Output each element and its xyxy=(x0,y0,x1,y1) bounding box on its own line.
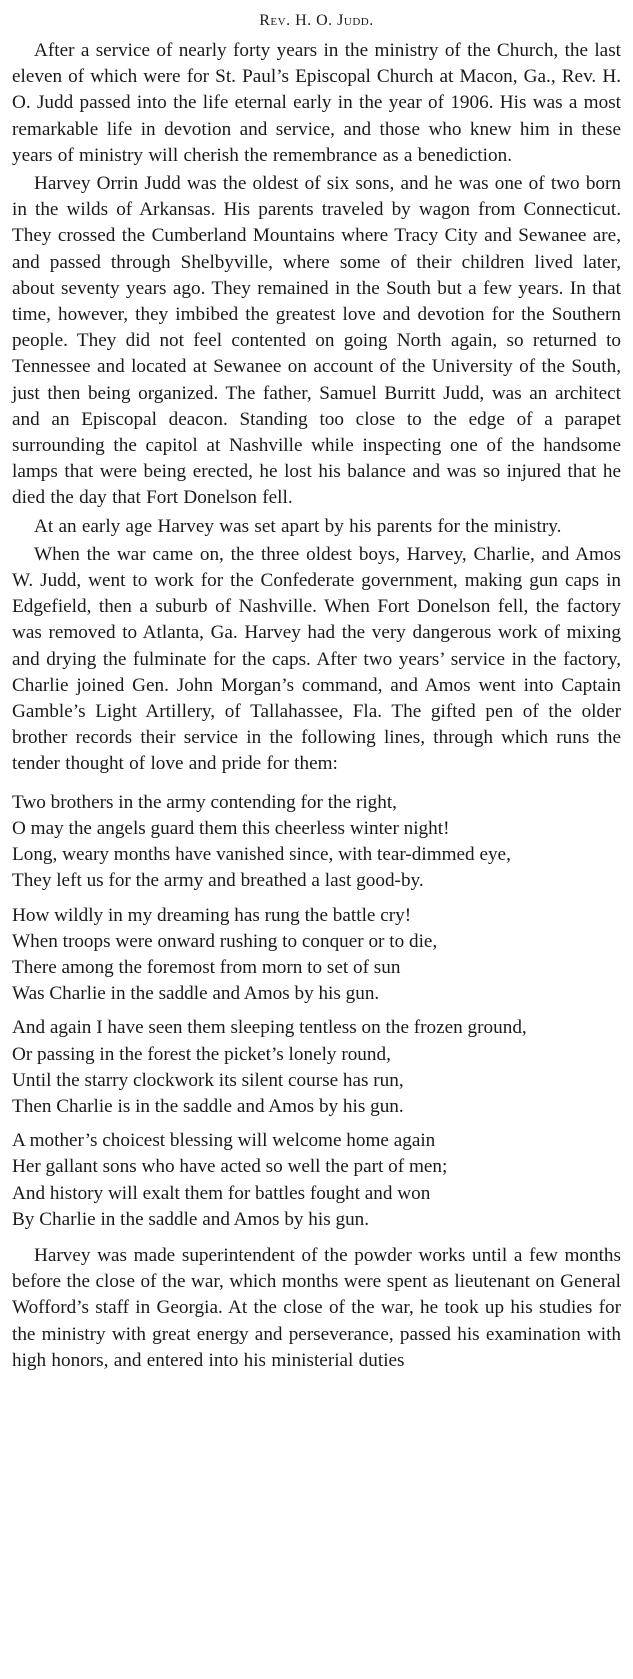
poem-stanza-3 xyxy=(12,1015,621,1120)
paragraph-war: When the war came on, the three oldest boys, Harvey, Charlie, and Amos W. Judd, went to work for the Confederate government, making gun caps in Edgefield, then a suburb of Nashville. When Fort Donelson fell, the factory was removed to Atlanta, Ga. Harvey had the very dangerous work of mixing and drying the fulminate for the caps. After two years’ service in the factory, Charlie joined Gen. John Morgan’s command, and Amos went into Captain Gamble’s Light Artillery, of Tallahassee, Fla. The gifted pen of the older brother records their service in the following lines, through which runs the tender thought of love and pride for them: xyxy=(12,543,621,775)
poem-stanza-2 xyxy=(12,903,621,1008)
document-page xyxy=(12,0,621,1374)
poem-line: Two brothers in the army contending for the right, xyxy=(12,791,397,813)
poem-line: O may the angels guard them this cheerless winter night! xyxy=(12,817,450,839)
poem-line: Long, weary months have vanished since, with tear-dimmed eye, xyxy=(12,844,511,866)
poem-stanza-1 xyxy=(12,790,621,895)
poem-line: Or passing in the forest the picket’s lonely round, xyxy=(12,1043,391,1065)
poem-line: By Charlie in the saddle and Amos by his gun. xyxy=(12,1208,370,1230)
poem-line: They left us for the army and breathed a last good-by. xyxy=(12,870,424,892)
poem-line: And history will exalt them for battles fought and won xyxy=(12,1182,431,1204)
article-title: Rev. H. O. Judd. xyxy=(259,12,374,29)
poem-line: Her gallant sons who have acted so well the part of men; xyxy=(12,1156,448,1178)
poem-stanza-4 xyxy=(12,1128,621,1233)
paragraph-family: Harvey Orrin Judd was the oldest of six sons, and he was one of two born in the wilds of Arkansas. His parents traveled by wagon from Connecticut. They crossed the Cumberland Mountains where Tracy City and Sewanee are, and passed through Shelbyville, where some of their children lived later, about seventy years ago. They remained in the South but a few years. In that time, however, they imbibed the greatest love and devotion for the Southern people. They did not feel contented on going North again, so returned to Tennessee and located at Sewanee on account of the University of the South, just then being organized. The father, Samuel Burritt Judd, was an architect and an Episcopal deacon. Standing too close to the edge of a parapet surrounding the capitol at Nashville while inspecting one of the handsome lamps that were being erected, he lost his balance and was so injured that he died the day that Fort Donelson fell. xyxy=(12,173,621,509)
poem-line: How wildly in my dreaming has rung the battle cry! xyxy=(12,904,412,926)
poem-line: Until the starry clockwork its silent course has run, xyxy=(12,1069,404,1091)
poem-line: And again I have seen them sleeping tentless on the frozen ground, xyxy=(12,1017,527,1039)
paragraph-intro: After a service of nearly forty years in the ministry of the Church, the last eleven of which were for St. Paul’s Episcopal Church at Macon, Ga., Rev. H. O. Judd passed into the life eternal early in the year of 1906. His was a most remarkable life in devotion and service, and those who knew him in these years of ministry will cherish the remembrance as a benediction. xyxy=(12,40,621,166)
paragraph-ministry: At an early age Harvey was set apart by his parents for the ministry. xyxy=(34,515,562,537)
poem xyxy=(12,790,621,1233)
poem-line: When troops were onward rushing to conquer or to die, xyxy=(12,930,438,952)
poem-line: A mother’s choicest blessing will welcome home again xyxy=(12,1130,436,1152)
poem-line: Then Charlie is in the saddle and Amos by his gun. xyxy=(12,1095,404,1117)
poem-line: There among the foremost from morn to set of sun xyxy=(12,956,401,978)
poem-line: Was Charlie in the saddle and Amos by his gun. xyxy=(12,983,380,1005)
paragraph-after-war: Harvey was made superintendent of the powder works until a few months before the close of the war, which months were spent as lieutenant on General Wofford’s staff in Georgia. At the close of the war, he took up his studies for the ministry with great energy and perseverance, passed his examination with high honors, and entered into his ministerial duties xyxy=(12,1244,621,1371)
